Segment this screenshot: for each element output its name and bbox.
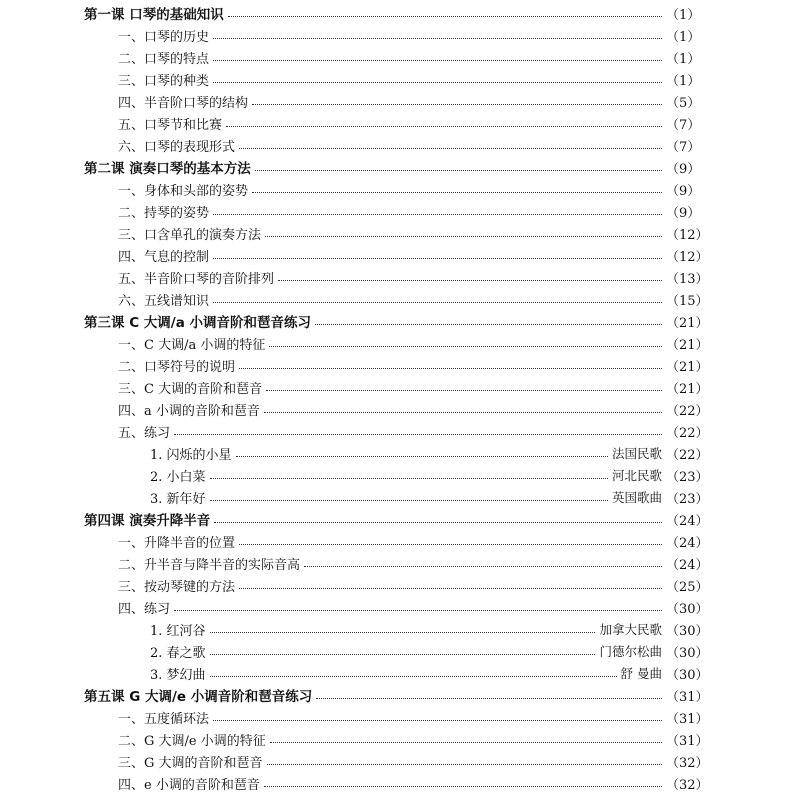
toc-entry-page-number: （23） [666,469,709,485]
toc-entry-title: 五、半音阶口琴的音阶排列 [118,271,275,287]
toc-entry-title: 二、升半音与降半音的实际音高 [118,557,301,573]
dot-leader [264,786,662,787]
toc-entry-title: 3. 新年好 [150,491,206,507]
toc-section-row [118,750,709,772]
toc-section-row [118,354,709,376]
toc-entry-page-number: （31） [666,733,709,749]
toc-piece-row [150,640,709,662]
dot-leader [213,82,662,83]
toc-piece-row [150,618,709,640]
toc-section-row [118,530,709,552]
toc-entry-title: 三、口琴的种类 [118,73,210,89]
toc-section-row [118,574,709,596]
dot-leader [266,390,662,391]
toc-chapter-row [84,156,700,178]
toc-section-row [118,288,709,310]
toc-entry-page-number: （12） [666,227,709,243]
toc-entry-title: 一、升降半音的位置 [118,535,236,551]
toc-entry-page-number: （22） [666,447,709,463]
toc-entry-origin: 舒 曼曲 [620,666,662,681]
toc-entry-title: 三、按动琴键的方法 [118,579,236,595]
dot-leader [228,16,662,17]
toc-section-row [118,200,700,222]
toc-entry-title: 六、口琴的表现形式 [118,139,236,155]
toc-section-row [118,398,709,420]
dot-leader [174,434,662,435]
toc-entry-page-number: （5） [666,95,701,111]
toc-piece-row [150,442,709,464]
toc-entry-title: 六、五线谱知识 [118,293,210,309]
toc-entry-page-number: （1） [666,7,701,23]
toc-chapter-row [84,310,709,332]
toc-entry-title: 第三课 C 大调/a 小调音阶和琶音练习 [84,315,312,331]
toc-entry-title: 二、G 大调/e 小调的特征 [118,733,266,749]
dot-leader [270,742,662,743]
dot-leader [213,38,662,39]
toc-piece-row [150,464,709,486]
toc-entry-origin: 河北民歌 [611,468,662,483]
dot-leader [213,302,662,303]
toc-section-row [118,332,709,354]
toc-entry-page-number: （22） [666,403,709,419]
toc-entry-page-number: （9） [666,205,701,221]
toc-entry-title: 五、练习 [118,425,171,441]
toc-section-row [118,596,709,618]
toc-chapter-row [84,684,709,706]
toc-entry-page-number: （24） [666,557,709,573]
toc-entry-title: 1. 闪烁的小星 [150,447,232,463]
dot-leader [239,368,662,369]
toc-section-row [118,134,700,156]
toc-entry-page-number: （9） [666,161,701,177]
dot-leader [255,170,662,171]
dot-leader [210,632,596,633]
dot-leader [174,610,662,611]
toc-entry-page-number: （1） [666,29,701,45]
dot-leader [252,192,662,193]
dot-leader [210,676,617,677]
dot-leader [265,236,662,237]
toc-entry-page-number: （24） [666,513,709,529]
toc-entry-page-number: （21） [666,315,709,331]
toc-entry-page-number: （7） [666,117,701,133]
toc-entry-page-number: （15） [666,293,709,309]
toc-entry-page-number: （25） [666,579,709,595]
toc-entry-title: 2. 小白菜 [150,469,206,485]
toc-entry-page-number: （21） [666,359,709,375]
dot-leader [239,544,662,545]
toc-entry-title: 一、五度循环法 [118,711,210,727]
toc-entry-page-number: （7） [666,139,701,155]
toc-section-row [118,46,700,68]
toc-entry-page-number: （32） [666,777,709,793]
dot-leader [316,698,662,699]
toc-entry-page-number: （22） [666,425,709,441]
toc-entry-page-number: （1） [666,51,701,67]
dot-leader [236,456,608,457]
toc-section-row [118,222,709,244]
toc-entry-page-number: （21） [666,337,709,353]
toc-entry-title: 四、a 小调的音阶和琶音 [118,403,260,419]
toc-section-row [118,178,700,200]
dot-leader [278,280,662,281]
toc-entry-page-number: （31） [666,711,709,727]
toc-section-row [118,420,709,442]
toc-entry-title: 五、口琴节和比赛 [118,117,223,133]
toc-entry-title: 三、口含单孔的演奏方法 [118,227,262,243]
toc-section-row [118,376,709,398]
toc-entry-page-number: （13） [666,271,709,287]
dot-leader [210,654,596,655]
toc-entry-page-number: （30） [666,645,709,661]
toc-piece-row [150,486,709,508]
toc-entry-page-number: （30） [666,601,709,617]
dot-leader [214,522,662,523]
dot-leader [304,566,662,567]
toc-section-row [118,772,709,794]
toc-section-row [118,706,709,728]
toc-entry-title: 一、C 大调/a 小调的特征 [118,337,266,353]
toc-entry-title: 四、练习 [118,601,171,617]
toc-section-row [118,24,700,46]
dot-leader [267,764,662,765]
toc-entry-page-number: （23） [666,491,709,507]
toc-entry-title: 1. 红河谷 [150,623,206,639]
toc-entry-page-number: （31） [666,689,709,705]
dot-leader [315,324,662,325]
toc-chapter-row [84,2,700,24]
toc-entry-title: 二、口琴的特点 [118,51,210,67]
toc-entry-page-number: （12） [666,249,709,265]
toc-entry-page-number: （9） [666,183,701,199]
toc-section-row [118,90,700,112]
dot-leader [213,60,662,61]
toc-piece-row [150,662,709,684]
toc-section-row [118,728,709,750]
toc-entry-title: 第二课 演奏口琴的基本方法 [84,161,251,177]
toc-entry-title: 2. 春之歌 [150,645,206,661]
toc-entry-title: 四、气息的控制 [118,249,210,265]
dot-leader [226,126,662,127]
dot-leader [264,412,662,413]
dot-leader [269,346,662,347]
toc-entry-origin: 法国民歌 [611,446,662,461]
dot-leader [213,258,662,259]
toc-entry-title: 二、持琴的姿势 [118,205,210,221]
toc-entry-title: 二、口琴符号的说明 [118,359,236,375]
toc-entry-title: 三、C 大调的音阶和琶音 [118,381,263,397]
toc-entry-origin: 英国歌曲 [611,490,662,505]
toc-entry-page-number: （24） [666,535,709,551]
toc-section-row [118,244,709,266]
dot-leader [239,148,662,149]
toc-entry-page-number: （21） [666,381,709,397]
toc-entry-title: 第四课 演奏升降半音 [84,513,211,529]
toc-entry-title: 三、G 大调的音阶和琶音 [118,755,263,771]
toc-chapter-row [84,508,709,530]
toc-entry-title: 3. 梦幻曲 [150,667,206,683]
dot-leader [210,478,608,479]
dot-leader [213,214,662,215]
toc-entry-title: 四、e 小调的音阶和琶音 [118,777,260,793]
toc-entry-page-number: （30） [666,667,709,683]
toc-section-row [118,552,709,574]
toc-section-row [118,68,700,90]
toc-entry-title: 一、口琴的历史 [118,29,210,45]
toc-entry-page-number: （32） [666,755,709,771]
toc-entry-title: 一、身体和头部的姿势 [118,183,249,199]
dot-leader [213,720,662,721]
toc-entry-title: 第一课 口琴的基础知识 [84,7,224,23]
toc-entry-title: 第五课 G 大调/e 小调音阶和琶音练习 [84,689,313,705]
dot-leader [239,588,662,589]
toc-entry-page-number: （1） [666,73,701,89]
dot-leader [252,104,662,105]
dot-leader [210,500,608,501]
toc-entry-page-number: （30） [666,623,709,639]
toc-entry-origin: 加拿大民歌 [599,622,662,637]
toc-entry-origin: 门德尔松曲 [599,644,662,659]
toc-section-row [118,266,709,288]
toc-section-row [118,112,700,134]
toc-entry-title: 四、半音阶口琴的结构 [118,95,249,111]
